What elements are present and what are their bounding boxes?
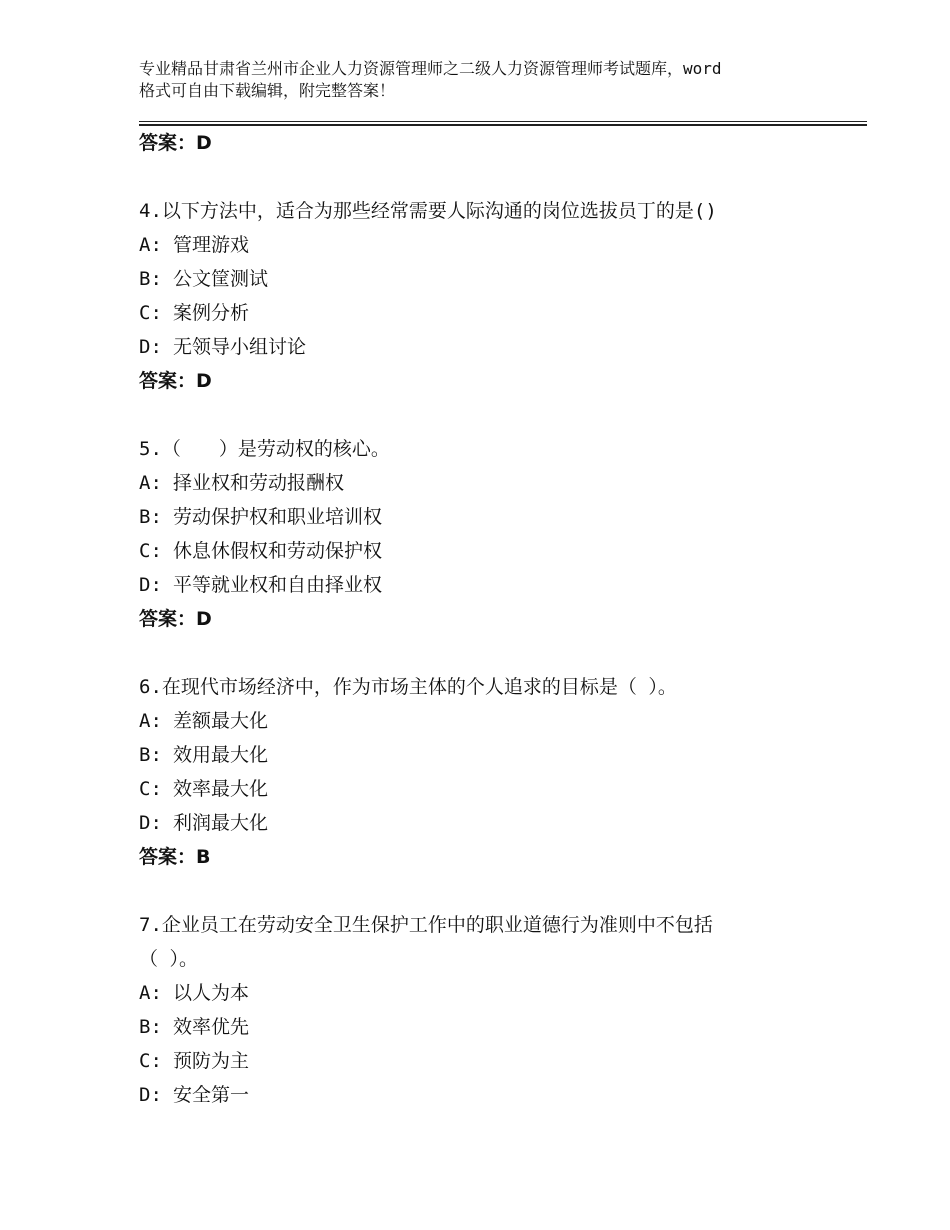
option-b <box>139 738 859 772</box>
document-header <box>139 58 859 102</box>
option-a <box>139 976 859 1010</box>
option-text: 案例分析 <box>173 302 250 324</box>
header-divider-thin <box>139 121 867 122</box>
option-text: 安全第一 <box>173 1084 250 1106</box>
question-list <box>139 126 859 1112</box>
option-key: D: <box>139 1084 162 1106</box>
question-stem-line-1: 7.企业员工在劳动安全卫生保护工作中的职业道德行为准则中不包括 <box>139 914 713 936</box>
option-key: D: <box>139 336 162 358</box>
option-a <box>139 466 859 500</box>
option-key: C: <box>139 778 162 800</box>
option-text: 管理游戏 <box>173 234 250 256</box>
option-text: 无领导小组讨论 <box>173 336 307 358</box>
option-d <box>139 1078 859 1112</box>
question-stem: 4.以下方法中，适合为那些经常需要人际沟通的岗位选拔员丁的是() <box>139 200 717 222</box>
option-key: A: <box>139 234 162 256</box>
question-stem-line-2: （ ）。 <box>139 948 198 970</box>
option-text: 以人为本 <box>173 982 250 1004</box>
answer-label: 答案：B <box>139 846 211 868</box>
option-text: 劳动保护权和职业培训权 <box>173 506 383 528</box>
option-c <box>139 534 859 568</box>
option-c <box>139 1044 859 1078</box>
question-stem: 5.（ ）是劳动权的核心。 <box>139 438 390 460</box>
option-text: 利润最大化 <box>173 812 269 834</box>
option-d <box>139 330 859 364</box>
option-key: D: <box>139 812 162 834</box>
option-text: 差额最大化 <box>173 710 269 732</box>
answer-label: 答案：D <box>139 370 212 392</box>
option-key: B: <box>139 506 162 528</box>
option-a <box>139 228 859 262</box>
option-key: D: <box>139 574 162 596</box>
answer-label: 答案：D <box>139 608 212 630</box>
option-key: A: <box>139 472 162 494</box>
option-key: B: <box>139 744 162 766</box>
option-b <box>139 1010 859 1044</box>
option-text: 平等就业权和自由择业权 <box>173 574 383 596</box>
question-stem: 6.在现代市场经济中，作为市场主体的个人追求的目标是（ ）。 <box>139 676 677 698</box>
question-4 <box>139 194 859 398</box>
option-key: C: <box>139 1050 162 1072</box>
header-title-line-2: 格式可自由下载编辑，附完整答案！ <box>139 81 396 100</box>
option-c <box>139 296 859 330</box>
option-key: A: <box>139 710 162 732</box>
option-text: 预防为主 <box>173 1050 250 1072</box>
question-6 <box>139 670 859 874</box>
option-b <box>139 500 859 534</box>
option-key: A: <box>139 982 162 1004</box>
header-title-line-1: 专业精品甘肃省兰州市企业人力资源管理师之二级人力资源管理师考试题库，word <box>139 59 722 78</box>
option-text: 效率最大化 <box>173 778 269 800</box>
option-key: C: <box>139 302 162 324</box>
previous-answer: 答案：D <box>139 132 212 154</box>
option-c <box>139 772 859 806</box>
option-text: 效用最大化 <box>173 744 269 766</box>
option-d <box>139 806 859 840</box>
option-text: 择业权和劳动报酬权 <box>173 472 345 494</box>
option-text: 公文筐测试 <box>173 268 269 290</box>
option-d <box>139 568 859 602</box>
option-a <box>139 704 859 738</box>
option-text: 效率优先 <box>173 1016 250 1038</box>
option-text: 休息休假权和劳动保护权 <box>173 540 383 562</box>
option-key: C: <box>139 540 162 562</box>
question-7 <box>139 908 859 1112</box>
option-key: B: <box>139 1016 162 1038</box>
option-key: B: <box>139 268 162 290</box>
option-b <box>139 262 859 296</box>
question-5 <box>139 432 859 636</box>
